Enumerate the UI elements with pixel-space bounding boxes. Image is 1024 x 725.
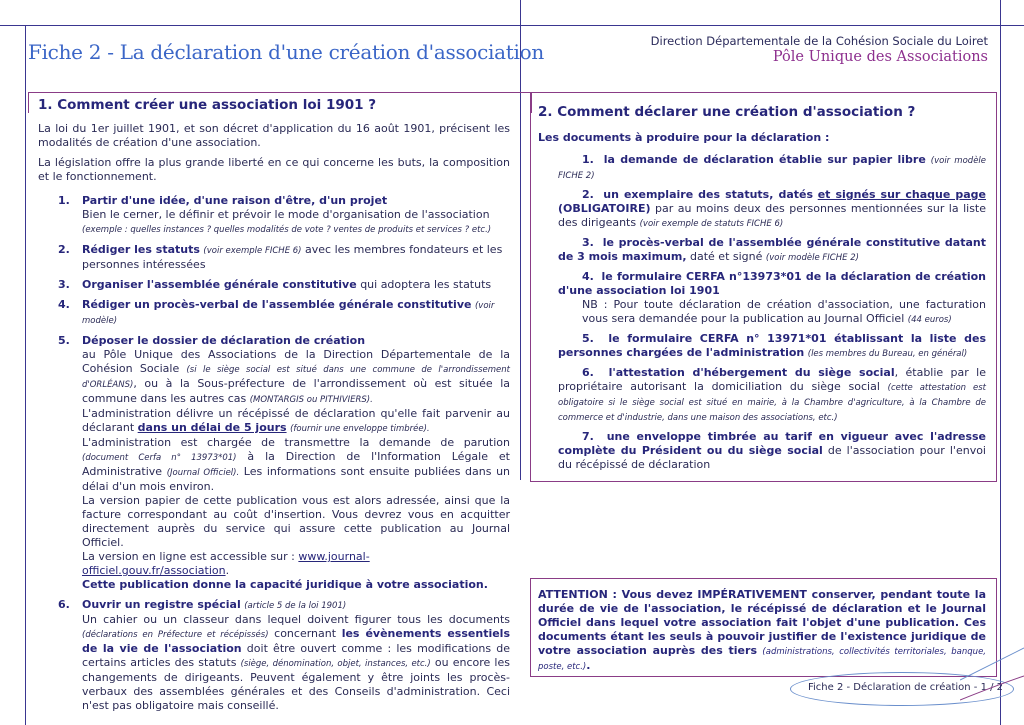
document-2-number: 2.	[582, 188, 594, 201]
step-1-number: 1.	[58, 194, 70, 207]
intro-paragraph-1: La loi du 1er juillet 1901, et son décret d'application du 16 août 1901, précisent les modalités de création d'une association.	[38, 122, 510, 149]
document-6-number: 6.	[582, 366, 594, 379]
step-5-text-h: La version en ligne est accessible sur :	[82, 550, 295, 563]
document-4-number: 4.	[582, 270, 594, 283]
documents-subtitle: Les documents à produire pour la déclaration :	[538, 131, 830, 144]
step-6-note-a: (déclarations en Préfecture et récépissés)	[82, 630, 269, 640]
step-5-text-d: L'administration est chargée de transmettre la demande de parution	[82, 436, 510, 449]
step-4-number: 4.	[58, 298, 70, 311]
document-3-number: 3.	[582, 236, 594, 249]
step-1-note: (exemple : quelles instances ? quelles modalités de vote ? ventes de produits et services ? etc.)	[82, 225, 492, 235]
step-6	[38, 598, 510, 713]
step-5-title: Déposer le dossier de déclaration de création	[82, 334, 366, 347]
document-2-signed: et signés sur chaque page	[817, 188, 986, 201]
step-5-note-a: (si le siège social est situé dans une commune de l'arrondissement d'ORLÉANS)	[82, 365, 510, 390]
step-2-number: 2.	[58, 243, 70, 256]
step-2-note: (voir exemple FICHE 6)	[203, 246, 302, 256]
attention-end: .	[586, 659, 591, 672]
organization-name: Direction Départementale de la Cohésion Sociale du Loiret	[650, 34, 988, 48]
step-5-number: 5.	[58, 334, 70, 347]
document-7-text: de l'association pour l'envoi du récépissé de déclaration	[558, 444, 986, 471]
step-3-title: Organiser l'assemblée générale constitutive	[82, 278, 357, 291]
section-1-heading: 1. Comment créer une association loi 1901 ?	[38, 97, 377, 113]
decorative-wave	[960, 640, 1024, 720]
step-2	[38, 243, 510, 272]
document-7-number: 7.	[582, 430, 594, 443]
step-5-note-b: (MONTARGIS ou PITHIVIERS).	[249, 395, 373, 405]
step-1	[38, 194, 510, 237]
right-column	[538, 105, 986, 477]
section-2-heading: 2. Comment déclarer une création d'association ?	[538, 104, 916, 120]
step-5: 5. Déposer le dossier de déclaration de création au Pôle Unique des Associations de la Direction Départementale de la Cohésion Sociale (si le siège social est situé dans une commune de l'arrondissement d'ORLÉANS), ou à la Sous-préfecture de l'arrondissement où est située la commune dans les autres cas (MONTARGIS ou PITHIVIERS). L'administration délivre un récépissé de déclaration qu'elle fait parvenir au déclarant dans un délai de 5 jours (fournir une enveloppe timbrée). L'administration est chargée de transmettre la demande de parution (document Cerfa n° 13973*01) à la Direction de l'Information Légale et Administrative (Journal Officiel). Les informations sont ensuite publiées dans un délai d'un mois environ. La version papier de cette publication vous est alors adressée, ainsi que la facture correspondant au coût d'insertion. Vous devrez vous en acquitter directement auprès du service qui assure cette publication au Journal Officiel. La version en ligne est accessible sur : www.journal-officiel.gouv.fr/association. Cette publication donne la capacité juridique à votre association.	[58, 334, 511, 591]
document-5-number: 5.	[582, 332, 594, 345]
page-title: Fiche 2 - La déclaration d'une création d'association	[28, 40, 544, 64]
step-5-delay: dans un délai de 5 jours	[137, 421, 287, 434]
document-4	[538, 270, 986, 327]
step-5-conclusion: Cette publication donne la capacité juridique à votre association.	[82, 578, 488, 591]
step-5-text-g: La version papier de cette publication vous est alors adressée, ainsi que la facture correspondant au coût d'insertion. Vous devrez vous en acquitter directement auprès du service qui assure cette publication au Journal Officiel.	[82, 494, 510, 549]
document-2-note: (voir exemple de statuts FICHE 6)	[639, 219, 784, 229]
step-2-text: avec les membres fondateurs et les personnes intéressées	[82, 243, 503, 271]
document-4-text: NB : Pour toute déclaration de création d'association, une facturation vous sera demandée pour la publication au Journal Officiel	[582, 298, 986, 325]
document-1-title: la demande de déclaration établie sur papier libre	[603, 153, 926, 166]
document-6	[538, 366, 986, 425]
step-3-text: qui adoptera les statuts	[360, 278, 492, 291]
frame-line-top	[0, 25, 1024, 26]
frame-line-center	[520, 0, 521, 480]
document-5-title: le formulaire CERFA n° 13971*01 établissant la liste des personnes chargées de l'administration	[558, 332, 986, 359]
step-6-number: 6.	[58, 598, 70, 611]
document-2	[538, 188, 986, 231]
step-3	[38, 278, 510, 292]
document-5-note: (les membres du Bureau, en général)	[807, 349, 968, 359]
frame-line-right	[1000, 0, 1001, 725]
step-5-text-b: , ou à la Sous-préfecture de l'arrondissement où est située la commune dans les autres cas	[82, 377, 510, 405]
step-3-number: 3.	[58, 278, 70, 291]
document-1-note: (voir modèle FICHE 2)	[558, 156, 987, 181]
step-6-title: Ouvrir un registre spécial	[82, 598, 241, 611]
step-6-text-b: concernant	[274, 627, 337, 640]
attention-notice	[538, 588, 986, 674]
step-4-title: Rédiger un procès-verbal de l'assemblée générale constitutive	[82, 298, 472, 311]
document-3-title: le procès-verbal de l'assemblée générale constitutive datant de 3 mois maximum,	[558, 236, 986, 263]
document-3-note: (voir modèle FICHE 2)	[765, 253, 859, 263]
document-4-title: le formulaire CERFA n°13973*01 de la déclaration de création d'une association loi 1901	[558, 270, 986, 297]
step-6-note: (article 5 de la loi 1901)	[244, 601, 347, 611]
step-1-title: Partir d'une idée, d'une raison d'être, d'un projet	[82, 194, 388, 207]
document-7-title: une enveloppe timbrée au tarif en vigueur avec l'adresse complète du Président ou du siège social	[558, 430, 986, 457]
step-5-text-c: L'administration délivre un récépissé de déclaration qu'elle fait parvenir au déclarant	[82, 407, 510, 434]
left-column	[38, 98, 510, 719]
document-1-number: 1.	[582, 153, 594, 166]
document-1	[538, 153, 986, 183]
step-5-text-f: Les informations sont ensuite publiées dans un délai d'un mois environ.	[82, 465, 511, 493]
footer-page-label: Fiche 2 - Déclaration de création - 1 / 2	[808, 682, 1004, 693]
journal-officiel-link[interactable]: www.journal-officiel.gouv.fr/association	[82, 550, 370, 577]
attention-note: (administrations, collectivités territoriales, banque, poste, etc.)	[538, 647, 986, 672]
step-5-note-e: (Journal Officiel).	[166, 468, 240, 478]
document-3	[538, 236, 986, 265]
step-5-note-c: (fournir une enveloppe timbrée).	[290, 424, 430, 434]
step-5-text-a: au Pôle Unique des Associations de la Direction Départementale de la Cohésion Sociale	[82, 348, 510, 375]
pole-name: Pôle Unique des Associations	[772, 49, 988, 65]
document-6-note: (cette attestation est obligatoire si le siège social est situé en mairie, à la Chambre d'agriculture, à la Chambre de commerce et d'industrie, dans une maison des associations, etc.)	[558, 383, 986, 423]
document-2-mandatory: (OBLIGATOIRE)	[558, 202, 651, 215]
document-6-text: , établie par le propriétaire autorisant la domiciliation du siège social	[558, 366, 986, 393]
document-3-text: daté et signé	[690, 250, 763, 263]
document-5	[538, 332, 986, 361]
step-4	[38, 298, 510, 328]
step-5-text-e: à la Direction de l'Information Légale et Administrative	[82, 450, 510, 478]
step-4-note: (voir modèle)	[82, 301, 495, 326]
step-1-text: Bien le cerner, le définir et prévoir le mode d'organisation de l'association	[82, 208, 490, 221]
step-6-text-a: Un cahier ou un classeur dans lequel doivent figurer tous les documents	[82, 613, 510, 626]
frame-line-left	[25, 25, 26, 725]
document-6-title: l'attestation d'hébergement du siège social	[608, 366, 895, 379]
intro-paragraph-2: La législation offre la plus grande liberté en ce qui concerne les buts, la composition et le fonctionnement.	[38, 156, 510, 183]
step-5-note-d: (document Cerfa n° 13973*01)	[82, 453, 237, 463]
document-7	[538, 430, 986, 472]
document-4-note: (44 euros)	[907, 315, 952, 325]
step-6-note-c: (siège, dénomination, objet, instances, etc.)	[240, 659, 431, 669]
step-6-essential-events: les évènements essentiels de la vie de l'association	[82, 627, 510, 655]
document-2-title: un exemplaire des statuts, datés	[603, 188, 814, 201]
header-right	[651, 34, 988, 65]
document-2-text: par au moins deux des personnes mentionnées sur la liste des dirigeants	[558, 202, 987, 229]
attention-text: ATTENTION : Vous devez IMPÉRATIVEMENT conserver, pendant toute la durée de vie de l'association, le récépissé de déclaration et le Journal Officiel dans lequel votre association fait l'objet d'une publication. Ces documents étant les seuls à pouvoir justifier de l'existence juridique de votre association auprès des tiers	[538, 588, 986, 657]
step-6-text-c: doit être ouvert comme : les modifications de certains articles des statuts	[82, 642, 510, 669]
step-2-title: Rédiger les statuts	[82, 243, 200, 256]
step-6-text-d: ou encore les changements de dirigeants. Peuvent également y être joints les procès-verbaux des assemblées générales et des Conseils d'administration. Ceci n'est pas obligatoire mais conseillé.	[82, 656, 510, 712]
